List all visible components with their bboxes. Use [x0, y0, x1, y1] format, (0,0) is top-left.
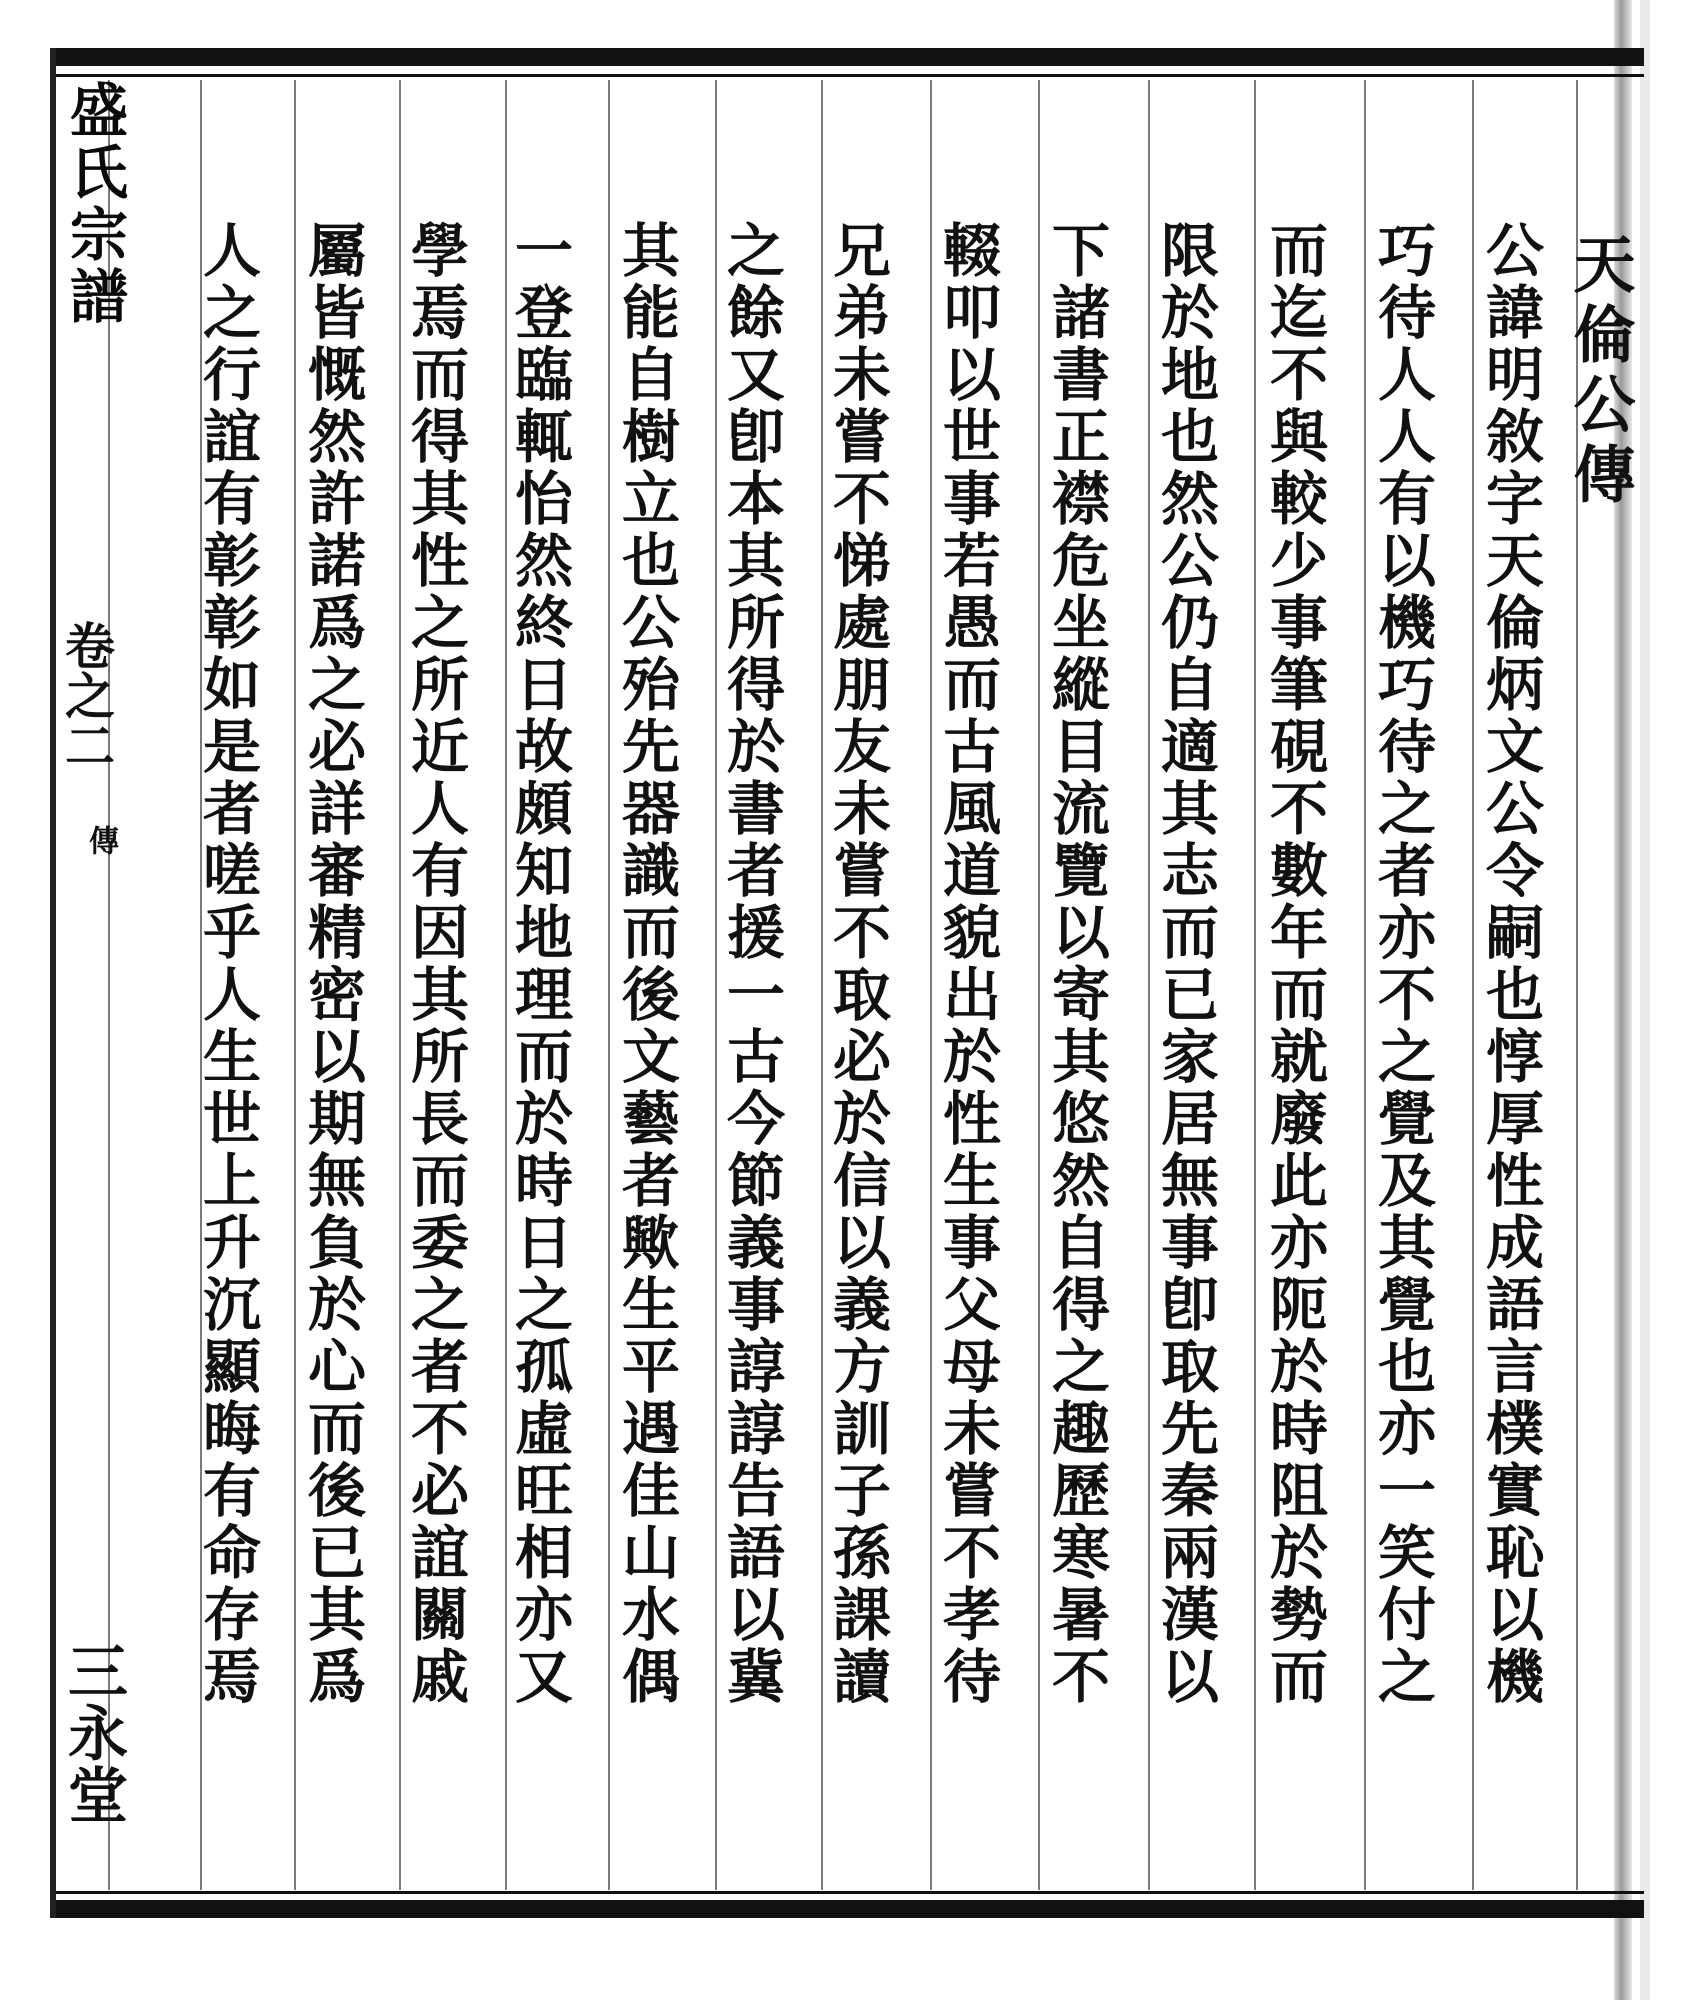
column-rule	[294, 80, 296, 1890]
column-rule	[1254, 80, 1256, 1890]
banner-volume: 卷之二	[57, 620, 116, 770]
banner-book-title: 盛氏宗譜	[60, 80, 128, 328]
text-column: 一登臨輒怡然終日故頗知地理而於時日之孤虛旺相亦又	[505, 220, 573, 1708]
text-column: 兄弟未嘗不悌處朋友未嘗不取必於信以義方訓子孫課讀	[823, 220, 891, 1708]
text-column: 限於地也然公仍自適其志而已家居無事卽取先秦兩漢以	[1151, 220, 1219, 1708]
text-column: 人之行誼有彰彰如是者嗟乎人生世上升沉顯晦有命存焉	[193, 220, 261, 1708]
frame-left-border	[50, 48, 56, 1918]
text-column: 巧待人人有以機巧待之者亦不之覺及其覺也亦一笑付之	[1368, 220, 1436, 1708]
article-title: 天倫公傳	[1563, 232, 1636, 512]
column-rule	[608, 80, 610, 1890]
banner-section: 傳	[83, 825, 118, 855]
text-column: 之餘又卽本其所得於書者援一古今節義事諄諄告語以冀	[717, 220, 785, 1708]
text-column: 學焉而得其性之所近人有因其所長而委之者不必誼關戚	[401, 220, 469, 1708]
text-column: 而迄不與較少事筆硯不數年而就廢此亦阨於時阻於勢而	[1260, 220, 1328, 1708]
column-rule	[108, 80, 110, 1890]
text-column: 屬皆慨然許諾爲之必詳審精密以期無負於心而後已其爲	[298, 220, 366, 1708]
text-column: 下諸書正襟危坐縱目流覽以寄其悠然自得之趣歷寒暑不	[1042, 220, 1110, 1708]
column-rule	[1472, 80, 1474, 1890]
frame-top-border	[50, 48, 1644, 66]
text-column: 公諱明敘字天倫炳文公令嗣也惇厚性成語言樸實恥以機	[1476, 220, 1544, 1708]
text-column: 其能自樹立也公殆先器識而後文藝者歟生平遇佳山水偶	[612, 220, 680, 1708]
banner-hall-name: 三永堂	[58, 1640, 128, 1826]
column-rule	[1038, 80, 1040, 1890]
text-column: 輟叩以世事若愚而古風道貌出於性生事父母未嘗不孝待	[933, 220, 1001, 1708]
frame-bottom-border	[50, 1900, 1644, 1918]
column-rule	[1364, 80, 1366, 1890]
